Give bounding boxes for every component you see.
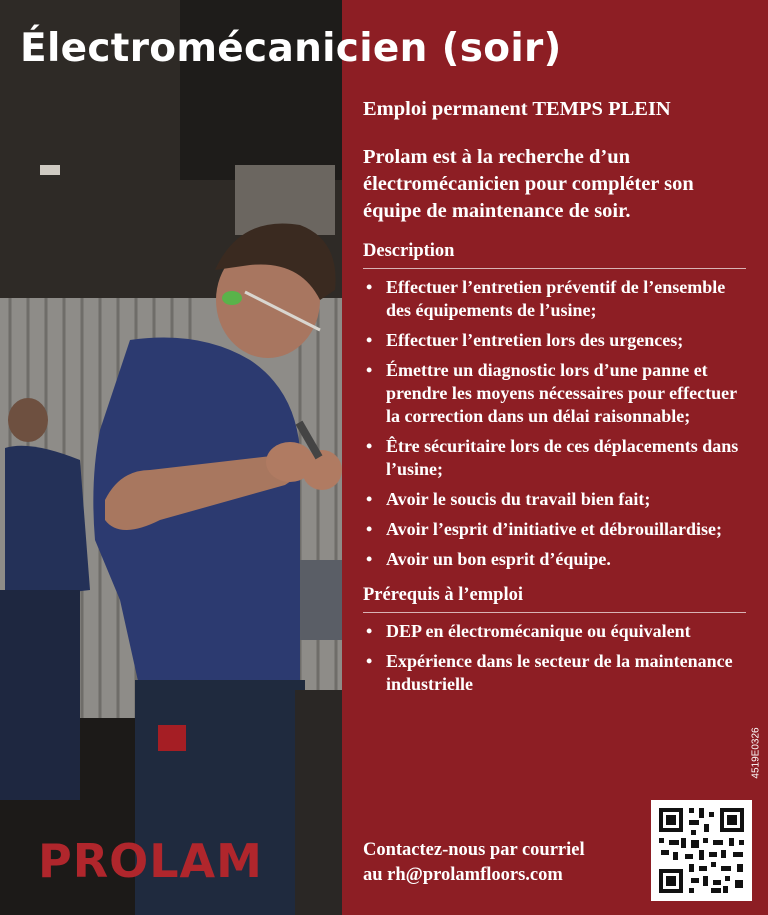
bullet-icon: • [366, 519, 373, 539]
prolam-logo: PROLAM [38, 834, 263, 888]
contact-line: Contactez-nous par courriel [363, 840, 585, 860]
page-title: Électromécanicien (soir) [20, 26, 562, 71]
job-content [363, 96, 746, 703]
qr-code-icon[interactable] [651, 800, 752, 901]
bullet-icon: • [366, 277, 373, 297]
list-item: • Avoir le soucis du travail bien fait; [366, 489, 651, 509]
ad-code: 4519E0326 [750, 727, 762, 779]
contact-email[interactable]: au rh@prolamfloors.com [363, 865, 563, 885]
list-item: • Émettre un diagnostic lors d’une panne et prendre les moyens nécessaires pour effectuer la correction dans un délai raisonnable; [366, 360, 737, 426]
list-item: • Avoir un bon esprit d’équipe. [366, 549, 611, 569]
bullet-icon: • [366, 489, 373, 509]
prerequisites-heading: Prérequis à l’emploi [363, 585, 746, 613]
photo-illustration [0, 0, 342, 915]
list-item: • Être sécuritaire lors de ces déplacements dans l’usine; [366, 436, 739, 479]
qr-code-graphic [651, 800, 752, 901]
job-subtitle: Emploi permanent TEMPS PLEIN [363, 98, 671, 120]
bullet-icon: • [366, 436, 373, 456]
bullet-icon: • [366, 621, 373, 641]
list-item: • DEP en électromécanique ou équivalent [366, 621, 691, 641]
photo-technician [0, 0, 342, 915]
bullet-icon: • [366, 549, 373, 569]
contact-info [363, 838, 585, 888]
list-item: • Effectuer l’entretien préventif de l’ensemble des équipements de l’usine; [366, 277, 726, 320]
list-item: • Effectuer l’entretien lors des urgences; [366, 330, 684, 350]
prerequisites-section [363, 585, 746, 696]
bullet-icon: • [366, 651, 373, 671]
description-heading: Description [363, 241, 746, 269]
bullet-icon: • [366, 330, 373, 350]
list-item: • Expérience dans le secteur de la maintenance industrielle [366, 651, 733, 694]
job-intro: Prolam est à la recherche d’un électromécanicien pour compléter son équipe de maintenance de soir. [363, 146, 694, 222]
list-item: • Avoir l’esprit d’initiative et débrouillardise; [366, 519, 722, 539]
description-section [363, 241, 746, 571]
prerequisites-list [363, 620, 746, 696]
bullet-icon: • [366, 360, 373, 380]
description-list [363, 276, 746, 571]
